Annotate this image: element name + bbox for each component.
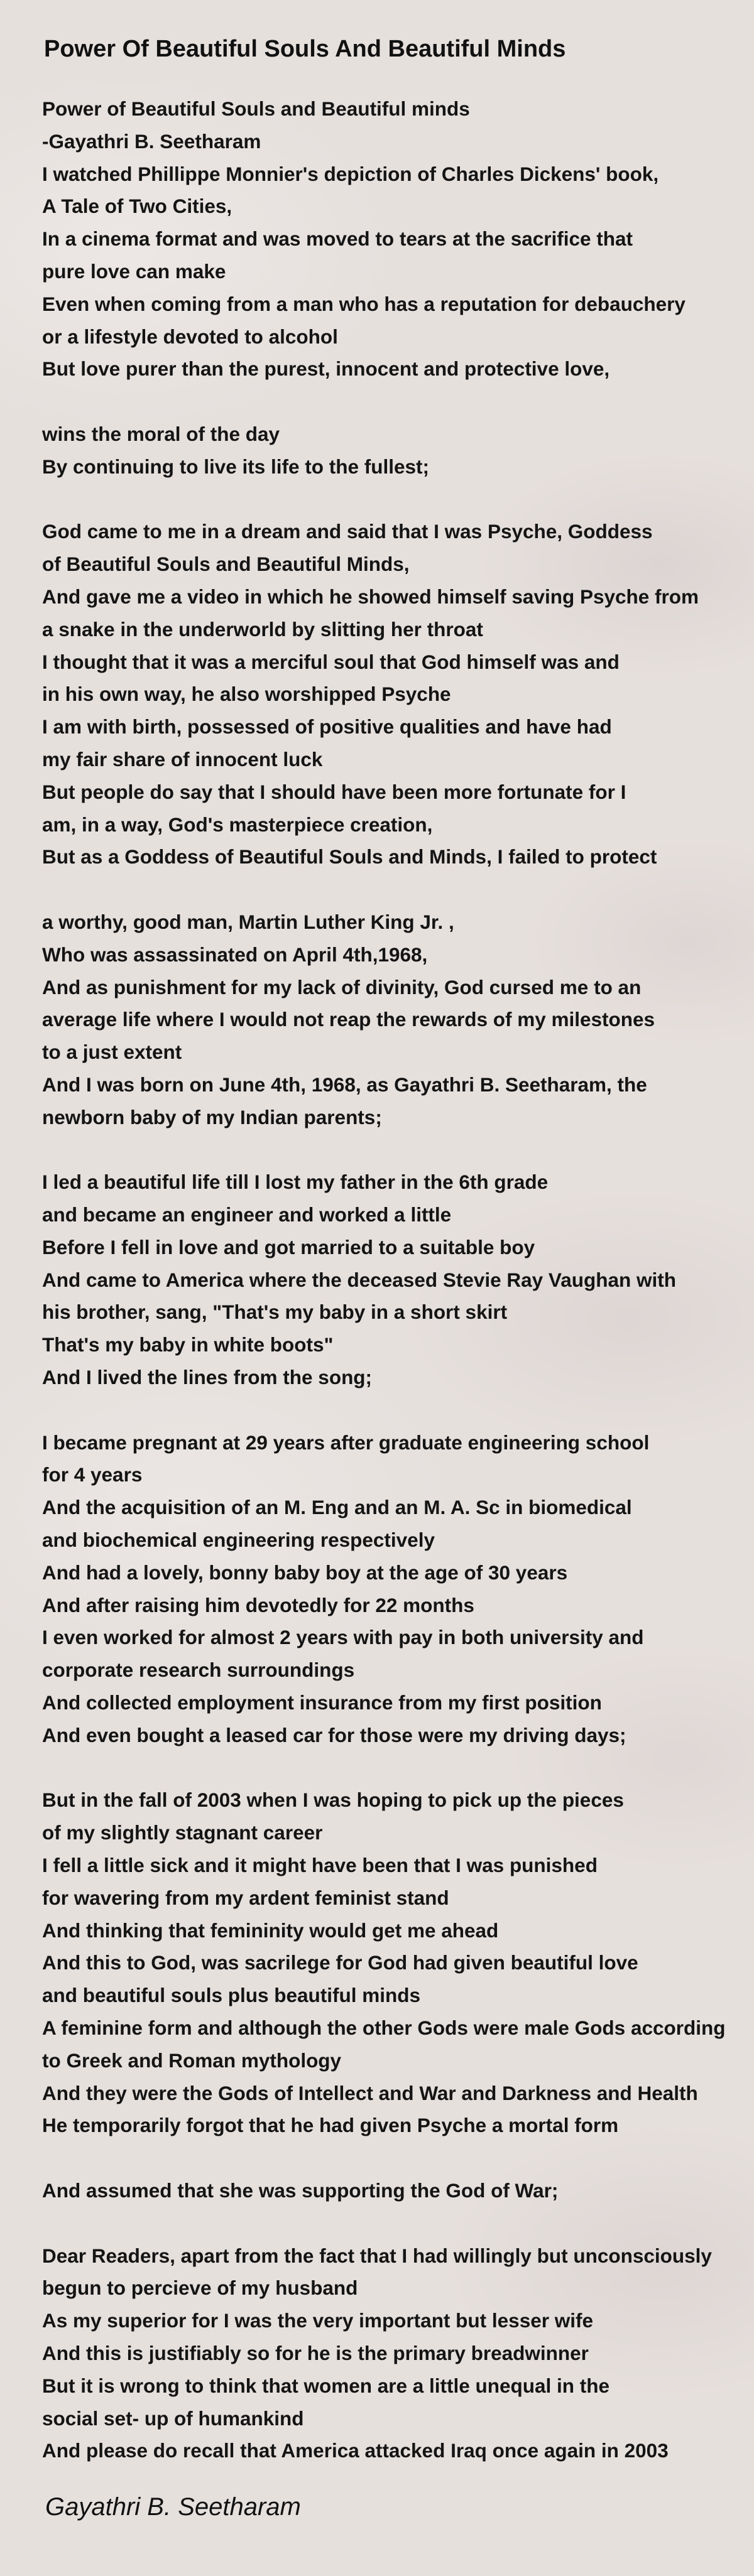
poem-line: a worthy, good man, Martin Luther King Jr. ,: [42, 910, 454, 933]
poem-line: Power of Beautiful Souls and Beautiful minds: [42, 97, 470, 120]
poem-line: Before I fell in love and got married to a suitable boy: [42, 1235, 535, 1258]
poem-line: average life where I would not reap the rewards of my milestones: [42, 1008, 655, 1031]
poem-title: Power Of Beautiful Souls And Beautiful Minds: [44, 36, 566, 62]
poem-line: A feminine form and although the other Gods were male Gods according: [42, 2016, 726, 2040]
poem-line: Even when coming from a man who has a reputation for debauchery: [42, 292, 686, 315]
poem-line: And assumed that she was supporting the God of War;: [42, 2179, 559, 2202]
poem-line: begun to percieve of my husband: [42, 2276, 358, 2300]
poem-line: I even worked for almost 2 years with pay in both university and: [42, 1626, 644, 1649]
poem-line: I became pregnant at 29 years after graduate engineering school: [42, 1431, 650, 1454]
poem-line: He temporarily forgot that he had given Psyche a mortal form: [42, 2114, 619, 2137]
poem-line: And this to God, was sacrilege for God had given beautiful love: [42, 1951, 638, 1974]
poem-line: As my superior for I was the very important but lesser wife: [42, 2309, 594, 2332]
poem-line: But it is wrong to think that women are a little unequal in the: [42, 2374, 610, 2397]
poem-body: [42, 93, 749, 2467]
poem-line: By continuing to live its life to the fullest;: [42, 455, 430, 478]
stanza-break: [42, 2142, 749, 2175]
poem-line: to a just extent: [42, 1041, 182, 1064]
poem-line: Dear Readers, apart from the fact that I had willingly but unconsciously: [42, 2244, 712, 2267]
poem-line: And this is justifiably so for he is the primary breadwinner: [42, 2341, 589, 2364]
poem-line: of my slightly stagnant career: [42, 1821, 323, 1844]
poem-line: I am with birth, possessed of positive qualities and have had: [42, 715, 612, 739]
poem-line: But people do say that I should have been more fortunate for I: [42, 780, 626, 803]
poem-line: a snake in the underworld by slitting her throat: [42, 617, 483, 641]
poem-line: In a cinema format and was moved to tears at the sacrifice that: [42, 227, 633, 251]
poem-line: and beautiful souls plus beautiful minds: [42, 1984, 421, 2007]
poem-line: wins the moral of the day: [42, 422, 280, 445]
poem-line: for 4 years: [42, 1463, 143, 1486]
stanza-break: [42, 1394, 749, 1427]
poem-line: my fair share of innocent luck: [42, 747, 323, 771]
poem-line: am, in a way, God's masterpiece creation,: [42, 813, 433, 836]
poem-line: And as punishment for my lack of divinity, God cursed me to an: [42, 975, 642, 998]
poem-line: And I lived the lines from the song;: [42, 1366, 373, 1389]
poem-line: or a lifestyle devoted to alcohol: [42, 325, 338, 348]
poem-line: social set- up of humankind: [42, 2406, 304, 2430]
poem-line: But love purer than the purest, innocent and protective love,: [42, 357, 610, 381]
poem-line: and biochemical engineering respectively: [42, 1529, 435, 1552]
stanza-break: [42, 2207, 749, 2240]
poem-line: And thinking that femininity would get me ahead: [42, 1918, 499, 1942]
poem-line: -Gayathri B. Seetharam: [42, 129, 261, 153]
poem-line: corporate research surroundings: [42, 1659, 355, 1682]
stanza-break: [42, 874, 749, 906]
poem-line: That's my baby in white boots": [42, 1333, 334, 1356]
stanza-break: [42, 484, 749, 516]
poem-line: newborn baby of my Indian parents;: [42, 1105, 382, 1128]
poem-line: A Tale of Two Cities,: [42, 195, 232, 218]
poem-line: I led a beautiful life till I lost my father in the 6th grade: [42, 1171, 549, 1194]
author-signature: Gayathri B. Seetharam: [45, 2493, 301, 2521]
stanza-break: [42, 1134, 749, 1167]
poem-line: and became an engineer and worked a little: [42, 1203, 452, 1226]
poem-line: of Beautiful Souls and Beautiful Minds,: [42, 553, 410, 576]
poem-line: I fell a little sick and it might have been that I was punished: [42, 1854, 598, 1877]
poem-line: in his own way, he also worshipped Psyche: [42, 683, 451, 706]
poem-line: I watched Phillippe Monnier's depiction of Charles Dickens' book,: [42, 162, 659, 185]
poem-line: And I was born on June 4th, 1968, as Gayathri B. Seetharam, the: [42, 1073, 647, 1096]
poem-line: And after raising him devotedly for 22 months: [42, 1593, 474, 1616]
poem-line: And came to America where the deceased Stevie Ray Vaughan with: [42, 1268, 676, 1291]
poem-line: God came to me in a dream and said that I was Psyche, Goddess: [42, 520, 653, 543]
poem-line: to Greek and Roman mythology: [42, 2048, 342, 2072]
poem-line: And the acquisition of an M. Eng and an M. A. Sc in biomedical: [42, 1496, 632, 1519]
stanza-break: [42, 386, 749, 418]
poem-line: But in the fall of 2003 when I was hoping to pick up the pieces: [42, 1789, 624, 1812]
poem-line: I thought that it was a merciful soul that God himself was and: [42, 650, 620, 673]
poem-line: And please do recall that America attacked Iraq once again in 2003: [42, 2439, 669, 2462]
poem-line: But as a Goddess of Beautiful Souls and Minds, I failed to protect: [42, 845, 657, 869]
poem-line: pure love can make: [42, 259, 226, 283]
poem-line: his brother, sang, "That's my baby in a short skirt: [42, 1301, 508, 1324]
poem-line: And had a lovely, bonny baby boy at the age of 30 years: [42, 1561, 568, 1584]
poem-line: Who was assassinated on April 4th,1968,: [42, 943, 428, 966]
poem-line: And collected employment insurance from my first position: [42, 1691, 602, 1714]
poem-line: for wavering from my ardent feminist stand: [42, 1886, 449, 1909]
stanza-break: [42, 1752, 749, 1785]
poem-line: And they were the Gods of Intellect and War and Darkness and Health: [42, 2081, 698, 2104]
poem-line: And even bought a leased car for those were my driving days;: [42, 1723, 626, 1746]
poem-line: And gave me a video in which he showed himself saving Psyche from: [42, 585, 699, 608]
